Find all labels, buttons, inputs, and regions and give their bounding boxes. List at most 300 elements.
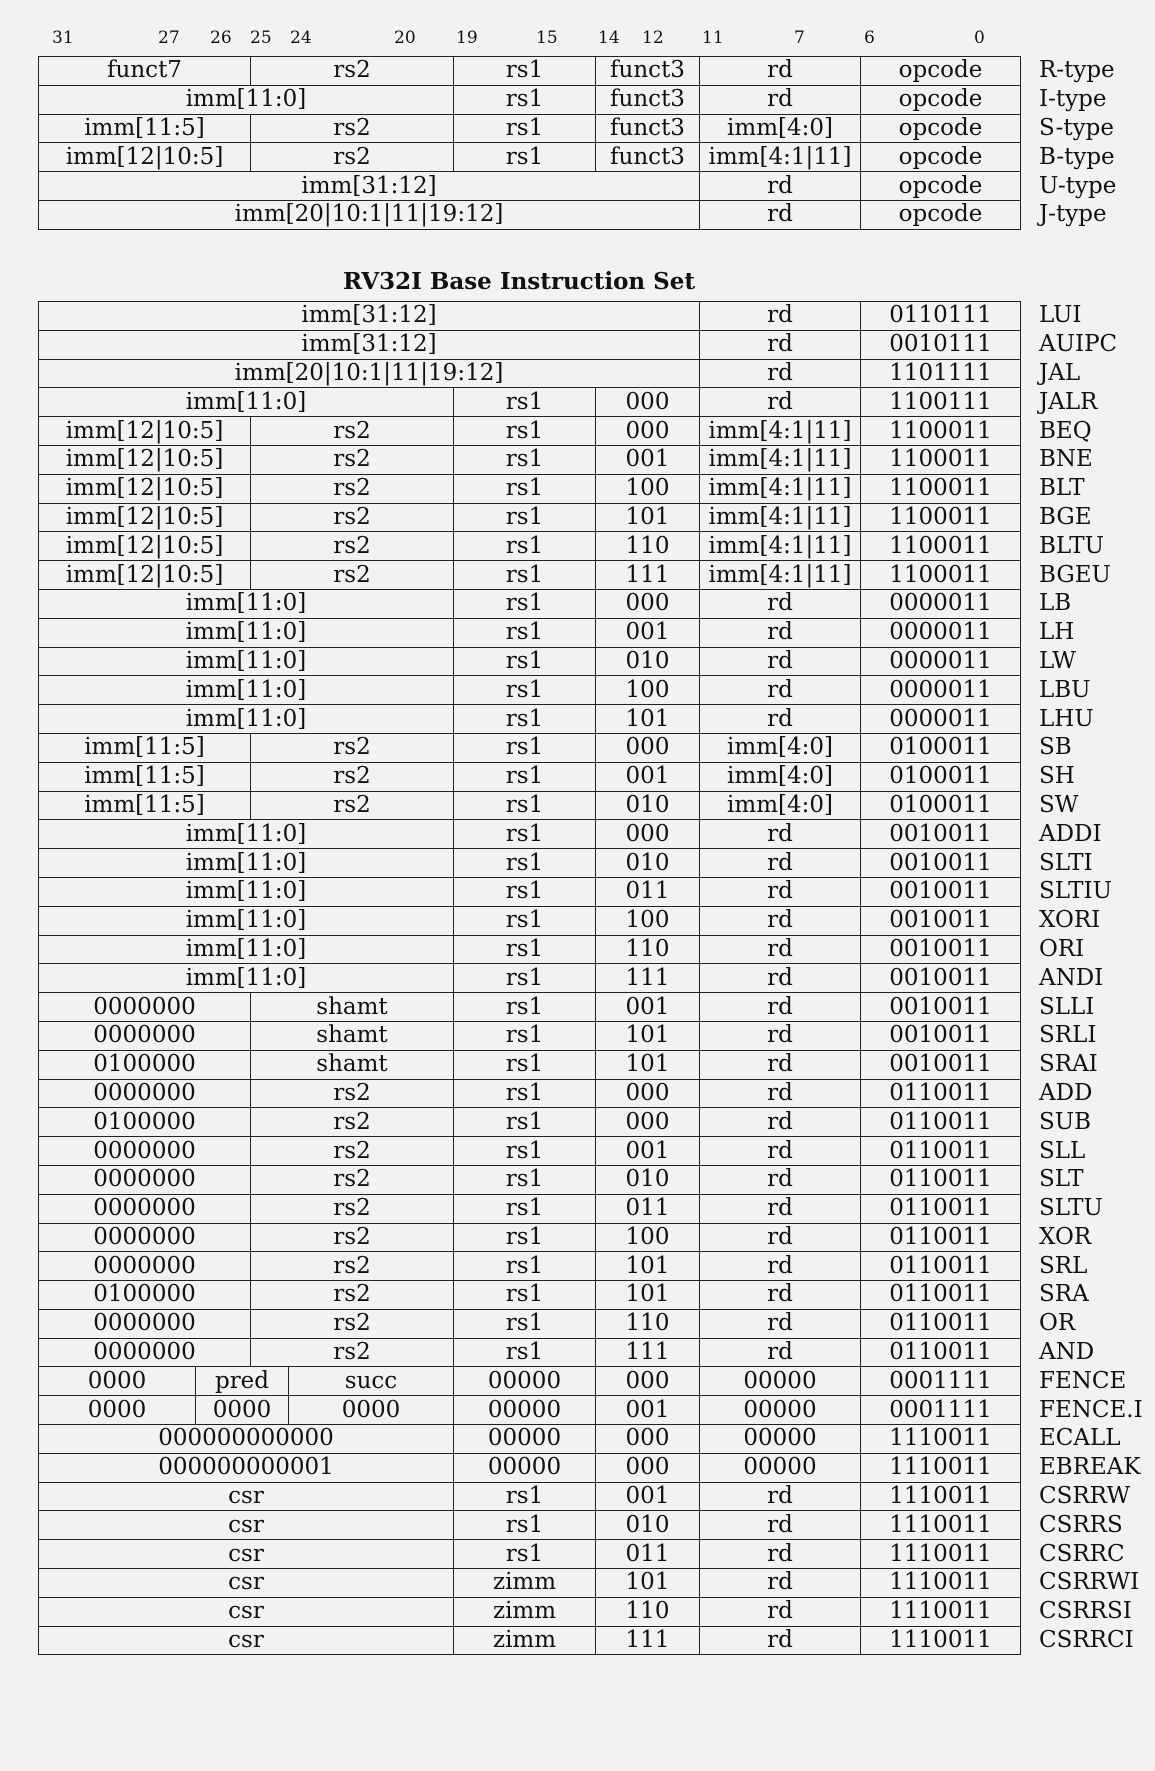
field-cell: imm[4:1|11] bbox=[700, 503, 861, 532]
field-cell: rd bbox=[700, 993, 861, 1022]
bit-number: 11 bbox=[702, 28, 724, 48]
field-cell: 00000 bbox=[700, 1453, 861, 1482]
instruction-name: SLLI bbox=[1039, 993, 1095, 1020]
field-cell: 0000011 bbox=[861, 676, 1021, 705]
instruction-row bbox=[39, 993, 1144, 1022]
field-cell: imm[11:0] bbox=[39, 589, 454, 618]
field-cell: imm[12|10:5] bbox=[39, 561, 251, 590]
field-cell: rs1 bbox=[454, 57, 596, 86]
field-cell: imm[20|10:1|11|19:12] bbox=[39, 200, 700, 229]
field-cell: rs2 bbox=[251, 503, 454, 532]
field-cell: imm[11:5] bbox=[39, 114, 251, 143]
instruction-row bbox=[39, 1453, 1144, 1482]
field-cell: 0010011 bbox=[861, 993, 1021, 1022]
instruction-row bbox=[39, 1050, 1144, 1079]
field-cell: 0000000 bbox=[39, 1338, 251, 1367]
instruction-row bbox=[39, 647, 1144, 676]
instruction-name: CSRRS bbox=[1039, 1511, 1123, 1538]
field-cell: 001 bbox=[596, 1137, 700, 1166]
field-cell: imm[12|10:5] bbox=[39, 417, 251, 446]
field-cell: imm[4:1|11] bbox=[700, 417, 861, 446]
format-row bbox=[39, 143, 1143, 172]
field-cell: rd bbox=[700, 849, 861, 878]
instruction-row bbox=[39, 1079, 1144, 1108]
field-cell: pred bbox=[196, 1367, 289, 1396]
field-cell: rs2 bbox=[251, 143, 454, 172]
bit-number: 25 bbox=[250, 28, 272, 48]
instruction-name: SW bbox=[1039, 791, 1079, 818]
instruction-name: SLT bbox=[1039, 1166, 1084, 1193]
field-cell: 010 bbox=[596, 1165, 700, 1194]
field-cell: succ bbox=[289, 1367, 454, 1396]
field-cell: 0100000 bbox=[39, 1281, 251, 1310]
field-cell: 000 bbox=[596, 1453, 700, 1482]
field-cell: rs2 bbox=[251, 1108, 454, 1137]
field-cell: zimm bbox=[454, 1597, 596, 1626]
field-cell: imm[31:12] bbox=[39, 172, 700, 201]
field-cell: csr bbox=[39, 1597, 454, 1626]
instruction-name: SLL bbox=[1039, 1137, 1086, 1164]
field-cell: zimm bbox=[454, 1626, 596, 1655]
field-cell: rd bbox=[700, 877, 861, 906]
instruction-row bbox=[39, 964, 1144, 993]
field-cell: imm[4:1|11] bbox=[700, 532, 861, 561]
format-row bbox=[39, 57, 1143, 86]
field-cell: rs1 bbox=[454, 1137, 596, 1166]
instruction-name: CSRRCI bbox=[1039, 1627, 1134, 1654]
field-cell: 0110011 bbox=[861, 1309, 1021, 1338]
instruction-name: ADD bbox=[1039, 1079, 1093, 1106]
bit-number: 12 bbox=[642, 28, 664, 48]
field-cell: 1100011 bbox=[861, 561, 1021, 590]
field-cell: 0110011 bbox=[861, 1223, 1021, 1252]
instruction-row bbox=[39, 1252, 1144, 1281]
section-title: RV32I Base Instruction Set bbox=[342, 268, 696, 295]
instruction-row bbox=[39, 1021, 1144, 1050]
field-cell: imm[11:0] bbox=[39, 705, 454, 734]
field-cell: 0000011 bbox=[861, 589, 1021, 618]
field-cell: rs1 bbox=[454, 503, 596, 532]
instruction-name: ECALL bbox=[1039, 1425, 1121, 1452]
field-cell: rd bbox=[700, 1482, 861, 1511]
field-cell: 00000 bbox=[454, 1453, 596, 1482]
field-cell: 000000000000 bbox=[39, 1425, 454, 1454]
instruction-row bbox=[39, 733, 1144, 762]
field-cell: rd bbox=[700, 85, 861, 114]
field-cell: 000 bbox=[596, 1367, 700, 1396]
field-cell: rd bbox=[700, 172, 861, 201]
field-cell: 0100000 bbox=[39, 1108, 251, 1137]
instruction-row bbox=[39, 1223, 1144, 1252]
field-cell: rd bbox=[700, 935, 861, 964]
field-cell: rd bbox=[700, 906, 861, 935]
field-cell: shamt bbox=[251, 1021, 454, 1050]
field-cell: zimm bbox=[454, 1569, 596, 1598]
instruction-name: LW bbox=[1039, 647, 1076, 674]
field-cell: 001 bbox=[596, 1482, 700, 1511]
field-cell: rd bbox=[700, 1079, 861, 1108]
field-cell: 101 bbox=[596, 1569, 700, 1598]
field-cell: rs1 bbox=[454, 906, 596, 935]
instruction-name: BLTU bbox=[1039, 532, 1105, 559]
instruction-row bbox=[39, 849, 1144, 878]
field-cell: imm[11:5] bbox=[39, 733, 251, 762]
instruction-name: SB bbox=[1039, 734, 1072, 761]
instruction-name: ORI bbox=[1039, 935, 1085, 962]
instruction-name: BGE bbox=[1039, 503, 1092, 530]
instruction-row bbox=[39, 302, 1144, 331]
field-cell: rs2 bbox=[251, 762, 454, 791]
instruction-name: R-type bbox=[1039, 57, 1115, 84]
field-cell: 0110011 bbox=[861, 1252, 1021, 1281]
instruction-name: CSRRW bbox=[1039, 1483, 1131, 1510]
field-cell: 0110011 bbox=[861, 1137, 1021, 1166]
field-cell: rs1 bbox=[454, 820, 596, 849]
instruction-row bbox=[39, 1511, 1144, 1540]
field-cell: funct3 bbox=[596, 57, 700, 86]
field-cell: csr bbox=[39, 1569, 454, 1598]
field-cell: rs1 bbox=[454, 762, 596, 791]
field-cell: imm[11:0] bbox=[39, 849, 454, 878]
field-cell: 0010111 bbox=[861, 330, 1021, 359]
field-cell: imm[4:1|11] bbox=[700, 445, 861, 474]
field-cell: rd bbox=[700, 1540, 861, 1569]
field-cell: rd bbox=[700, 1050, 861, 1079]
field-cell: 0110011 bbox=[861, 1165, 1021, 1194]
field-cell: rd bbox=[700, 200, 861, 229]
instruction-name: AND bbox=[1039, 1339, 1095, 1366]
field-cell: 0000 bbox=[39, 1367, 196, 1396]
field-cell: rs2 bbox=[251, 1165, 454, 1194]
field-cell: 0010011 bbox=[861, 849, 1021, 878]
field-cell: 0001111 bbox=[861, 1396, 1021, 1425]
field-cell: 0001111 bbox=[861, 1367, 1021, 1396]
field-cell: imm[11:0] bbox=[39, 388, 454, 417]
field-cell: imm[4:1|11] bbox=[700, 143, 861, 172]
instruction-row bbox=[39, 1137, 1144, 1166]
field-cell: 0010011 bbox=[861, 935, 1021, 964]
field-cell: rs1 bbox=[454, 1079, 596, 1108]
field-cell: rs2 bbox=[251, 1252, 454, 1281]
field-cell: imm[31:12] bbox=[39, 330, 700, 359]
field-cell: 0000011 bbox=[861, 618, 1021, 647]
field-cell: rs1 bbox=[454, 705, 596, 734]
field-cell: rs2 bbox=[251, 561, 454, 590]
instruction-name: LB bbox=[1039, 590, 1072, 617]
field-cell: imm[11:0] bbox=[39, 935, 454, 964]
instruction-name: FENCE.I bbox=[1039, 1396, 1143, 1423]
instruction-row bbox=[39, 1396, 1144, 1425]
instruction-name: BGEU bbox=[1039, 561, 1111, 588]
field-cell: rd bbox=[700, 964, 861, 993]
field-cell: 0110011 bbox=[861, 1194, 1021, 1223]
bit-number: 26 bbox=[210, 28, 232, 48]
field-cell: csr bbox=[39, 1626, 454, 1655]
field-cell: rs1 bbox=[454, 1050, 596, 1079]
field-cell: rs2 bbox=[251, 791, 454, 820]
field-cell: csr bbox=[39, 1511, 454, 1540]
field-cell: rs1 bbox=[454, 1482, 596, 1511]
instruction-row bbox=[39, 676, 1144, 705]
field-cell: rd bbox=[700, 57, 861, 86]
instruction-name: LBU bbox=[1039, 676, 1091, 703]
field-cell: shamt bbox=[251, 1050, 454, 1079]
field-cell: 110 bbox=[596, 1597, 700, 1626]
field-cell: 010 bbox=[596, 791, 700, 820]
instruction-name: BEQ bbox=[1039, 417, 1092, 444]
instruction-name: BLT bbox=[1039, 475, 1085, 502]
instruction-name: OR bbox=[1039, 1310, 1076, 1337]
instruction-name: FENCE bbox=[1039, 1367, 1127, 1394]
field-cell: 1100011 bbox=[861, 532, 1021, 561]
field-cell: imm[12|10:5] bbox=[39, 445, 251, 474]
field-cell: 0000000 bbox=[39, 1194, 251, 1223]
instruction-row bbox=[39, 445, 1144, 474]
field-cell: imm[11:0] bbox=[39, 85, 454, 114]
field-cell: imm[31:12] bbox=[39, 302, 700, 331]
instruction-row bbox=[39, 906, 1144, 935]
field-cell: opcode bbox=[861, 143, 1021, 172]
instruction-row bbox=[39, 503, 1144, 532]
field-cell: 0000000 bbox=[39, 993, 251, 1022]
field-cell: rs1 bbox=[454, 1540, 596, 1569]
field-cell: rs2 bbox=[251, 1223, 454, 1252]
field-cell: 000 bbox=[596, 1425, 700, 1454]
field-cell: 101 bbox=[596, 1252, 700, 1281]
field-cell: 110 bbox=[596, 532, 700, 561]
field-cell: 000 bbox=[596, 388, 700, 417]
field-cell: 110 bbox=[596, 935, 700, 964]
field-cell: imm[4:1|11] bbox=[700, 474, 861, 503]
field-cell: 0000000 bbox=[39, 1165, 251, 1194]
field-cell: rd bbox=[700, 1626, 861, 1655]
field-cell: rs2 bbox=[251, 532, 454, 561]
field-cell: 000 bbox=[596, 820, 700, 849]
bit-number: 14 bbox=[598, 28, 620, 48]
field-cell: rs1 bbox=[454, 733, 596, 762]
field-cell: imm[11:5] bbox=[39, 791, 251, 820]
instruction-name: JAL bbox=[1039, 359, 1081, 386]
field-cell: rs2 bbox=[251, 1281, 454, 1310]
field-cell: imm[12|10:5] bbox=[39, 474, 251, 503]
field-cell: 0010011 bbox=[861, 1050, 1021, 1079]
field-cell: opcode bbox=[861, 200, 1021, 229]
instruction-row bbox=[39, 935, 1144, 964]
field-cell: csr bbox=[39, 1540, 454, 1569]
field-cell: 001 bbox=[596, 618, 700, 647]
instruction-row bbox=[39, 1108, 1144, 1137]
instruction-name: EBREAK bbox=[1039, 1454, 1141, 1481]
field-cell: imm[11:0] bbox=[39, 906, 454, 935]
field-cell: imm[11:5] bbox=[39, 762, 251, 791]
field-cell: rs1 bbox=[454, 417, 596, 446]
instruction-row bbox=[39, 1367, 1144, 1396]
field-cell: opcode bbox=[861, 85, 1021, 114]
field-cell: imm[20|10:1|11|19:12] bbox=[39, 359, 700, 388]
instruction-row bbox=[39, 417, 1144, 446]
field-cell: 000000000001 bbox=[39, 1453, 454, 1482]
field-cell: shamt bbox=[251, 993, 454, 1022]
field-cell: rs1 bbox=[454, 935, 596, 964]
field-cell: rd bbox=[700, 618, 861, 647]
field-cell: 1100111 bbox=[861, 388, 1021, 417]
instruction-name: JALR bbox=[1039, 388, 1098, 415]
field-cell: rd bbox=[700, 1281, 861, 1310]
field-cell: rs1 bbox=[454, 1511, 596, 1540]
instruction-name: B-type bbox=[1039, 143, 1115, 170]
field-cell: 101 bbox=[596, 1281, 700, 1310]
field-cell: imm[11:0] bbox=[39, 676, 454, 705]
field-cell: rs1 bbox=[454, 388, 596, 417]
field-cell: 011 bbox=[596, 1540, 700, 1569]
field-cell: rs1 bbox=[454, 1194, 596, 1223]
field-cell: rs2 bbox=[251, 57, 454, 86]
field-cell: rs1 bbox=[454, 791, 596, 820]
instruction-row bbox=[39, 877, 1144, 906]
field-cell: 000 bbox=[596, 1079, 700, 1108]
field-cell: imm[11:0] bbox=[39, 877, 454, 906]
instruction-row bbox=[39, 532, 1144, 561]
field-cell: 1110011 bbox=[861, 1453, 1021, 1482]
instruction-name: SLTI bbox=[1039, 849, 1093, 876]
field-cell: rd bbox=[700, 820, 861, 849]
field-cell: csr bbox=[39, 1482, 454, 1511]
instruction-name: SRA bbox=[1039, 1281, 1089, 1308]
field-cell: 0100011 bbox=[861, 762, 1021, 791]
field-cell: rs1 bbox=[454, 849, 596, 878]
instruction-row bbox=[39, 1597, 1144, 1626]
field-cell: 00000 bbox=[700, 1425, 861, 1454]
field-cell: 0000000 bbox=[39, 1223, 251, 1252]
field-cell: rs2 bbox=[251, 474, 454, 503]
instruction-row bbox=[39, 1165, 1144, 1194]
format-row bbox=[39, 200, 1143, 229]
field-cell: rd bbox=[700, 302, 861, 331]
field-cell: 111 bbox=[596, 1338, 700, 1367]
instruction-name: XOR bbox=[1039, 1223, 1092, 1250]
field-cell: 00000 bbox=[454, 1425, 596, 1454]
field-cell: imm[11:0] bbox=[39, 618, 454, 647]
field-cell: rs1 bbox=[454, 1309, 596, 1338]
rv32i-instruction-table bbox=[38, 301, 1144, 1655]
field-cell: 0010011 bbox=[861, 820, 1021, 849]
bit-number: 24 bbox=[290, 28, 312, 48]
field-cell: 0110011 bbox=[861, 1108, 1021, 1137]
field-cell: rd bbox=[700, 1252, 861, 1281]
field-cell: 1110011 bbox=[861, 1569, 1021, 1598]
field-cell: imm[12|10:5] bbox=[39, 503, 251, 532]
field-cell: imm[11:0] bbox=[39, 964, 454, 993]
instruction-row bbox=[39, 1540, 1144, 1569]
instruction-row bbox=[39, 1309, 1144, 1338]
instruction-row bbox=[39, 474, 1144, 503]
field-cell: 0010011 bbox=[861, 877, 1021, 906]
instruction-row bbox=[39, 762, 1144, 791]
instruction-row bbox=[39, 330, 1144, 359]
instruction-row bbox=[39, 359, 1144, 388]
field-cell: 1110011 bbox=[861, 1626, 1021, 1655]
instruction-row bbox=[39, 388, 1144, 417]
field-cell: rs1 bbox=[454, 532, 596, 561]
instruction-name: SRLI bbox=[1039, 1022, 1097, 1049]
field-cell: 100 bbox=[596, 906, 700, 935]
field-cell: rs2 bbox=[251, 114, 454, 143]
instruction-name: AUIPC bbox=[1039, 331, 1118, 358]
instruction-name: CSRRWI bbox=[1039, 1569, 1140, 1596]
field-cell: opcode bbox=[861, 114, 1021, 143]
field-cell: 0000 bbox=[289, 1396, 454, 1425]
field-cell: rs1 bbox=[454, 1108, 596, 1137]
field-cell: 1110011 bbox=[861, 1540, 1021, 1569]
field-cell: 0100011 bbox=[861, 791, 1021, 820]
field-cell: 0000000 bbox=[39, 1252, 251, 1281]
field-cell: rs2 bbox=[251, 1137, 454, 1166]
field-cell: rs1 bbox=[454, 474, 596, 503]
bit-number: 31 bbox=[52, 28, 74, 48]
field-cell: 0110111 bbox=[861, 302, 1021, 331]
field-cell: 001 bbox=[596, 762, 700, 791]
field-cell: 1100011 bbox=[861, 445, 1021, 474]
instruction-row bbox=[39, 705, 1144, 734]
field-cell: rd bbox=[700, 1137, 861, 1166]
field-cell: rs2 bbox=[251, 417, 454, 446]
field-cell: rs1 bbox=[454, 676, 596, 705]
field-cell: rd bbox=[700, 359, 861, 388]
field-cell: rs1 bbox=[454, 964, 596, 993]
bit-number: 19 bbox=[456, 28, 478, 48]
field-cell: rs1 bbox=[454, 1252, 596, 1281]
field-cell: rs1 bbox=[454, 114, 596, 143]
instruction-name: SLTU bbox=[1039, 1195, 1103, 1222]
field-cell: imm[4:0] bbox=[700, 791, 861, 820]
field-cell: rs1 bbox=[454, 1338, 596, 1367]
field-cell: 0110011 bbox=[861, 1281, 1021, 1310]
instruction-name: S-type bbox=[1039, 114, 1114, 141]
field-cell: imm[11:0] bbox=[39, 647, 454, 676]
format-row bbox=[39, 85, 1143, 114]
field-cell: 111 bbox=[596, 561, 700, 590]
field-cell: rs1 bbox=[454, 877, 596, 906]
field-cell: 00000 bbox=[700, 1367, 861, 1396]
field-cell: rs1 bbox=[454, 445, 596, 474]
field-cell: rs2 bbox=[251, 445, 454, 474]
field-cell: rs1 bbox=[454, 1281, 596, 1310]
field-cell: 101 bbox=[596, 1021, 700, 1050]
field-cell: 0000000 bbox=[39, 1021, 251, 1050]
format-row bbox=[39, 172, 1143, 201]
instruction-row bbox=[39, 1194, 1144, 1223]
instruction-row bbox=[39, 1281, 1144, 1310]
field-cell: 0000011 bbox=[861, 705, 1021, 734]
field-cell: rd bbox=[700, 676, 861, 705]
field-cell: 1110011 bbox=[861, 1597, 1021, 1626]
field-cell: 101 bbox=[596, 1050, 700, 1079]
instruction-name: U-type bbox=[1039, 172, 1117, 199]
field-cell: 1100011 bbox=[861, 503, 1021, 532]
field-cell: 101 bbox=[596, 503, 700, 532]
instruction-row bbox=[39, 618, 1144, 647]
field-cell: 00000 bbox=[454, 1396, 596, 1425]
field-cell: 011 bbox=[596, 877, 700, 906]
field-cell: 1101111 bbox=[861, 359, 1021, 388]
field-cell: rd bbox=[700, 1194, 861, 1223]
instruction-name: BNE bbox=[1039, 446, 1093, 473]
field-cell: rd bbox=[700, 647, 861, 676]
field-cell: 0010011 bbox=[861, 1021, 1021, 1050]
field-cell: 0110011 bbox=[861, 1338, 1021, 1367]
field-cell: imm[4:0] bbox=[700, 762, 861, 791]
field-cell: rd bbox=[700, 1309, 861, 1338]
